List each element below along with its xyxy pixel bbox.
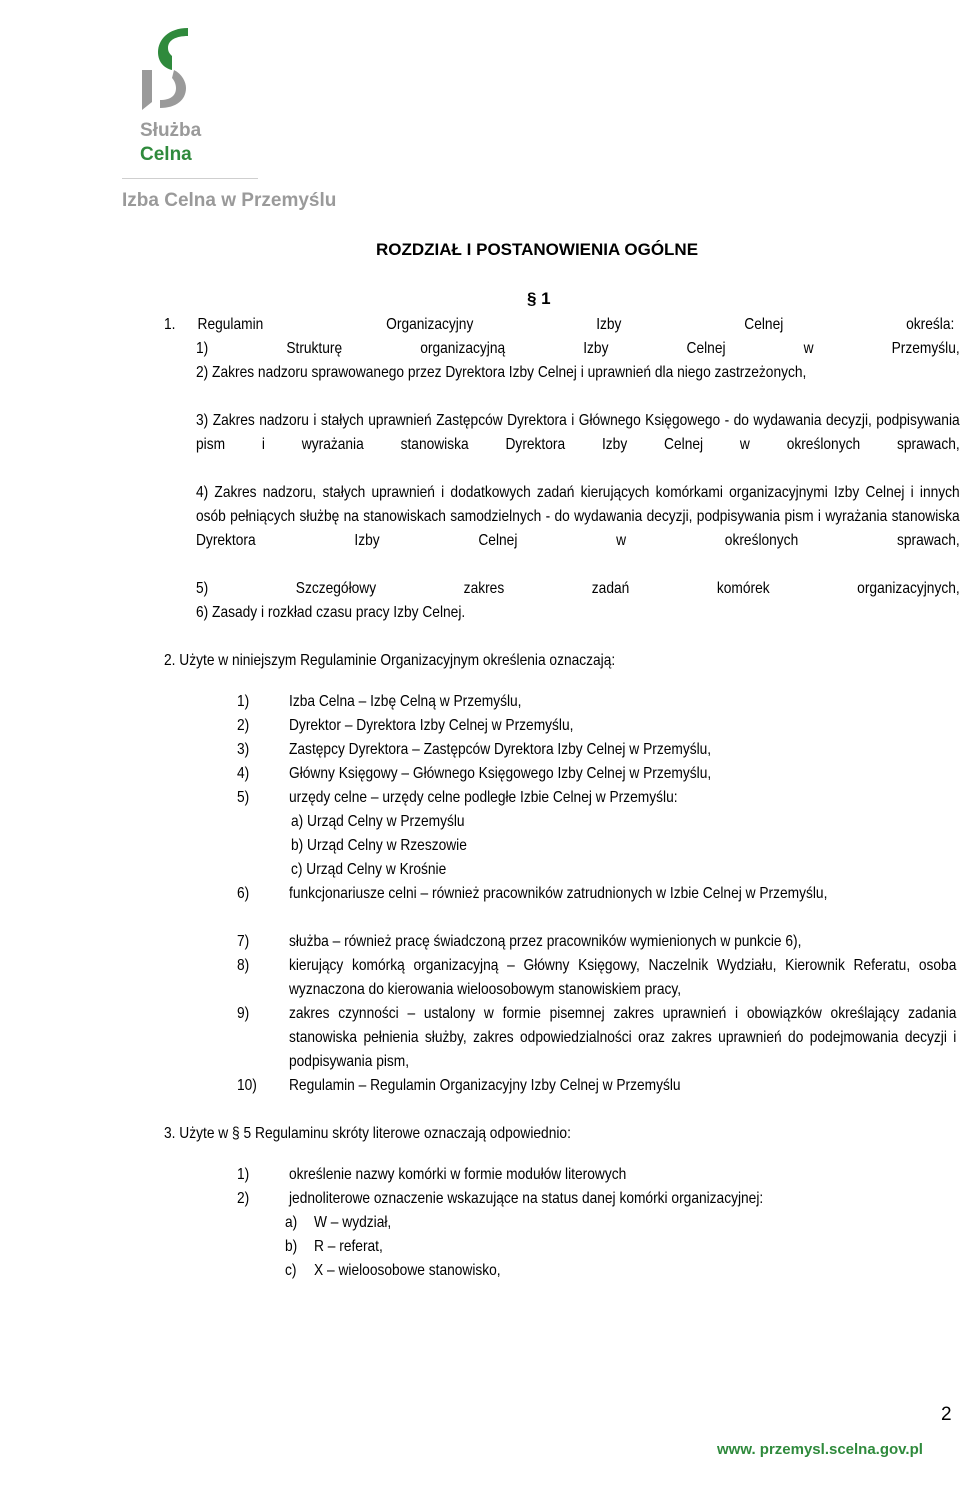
section3-subtext: R – referat,: [314, 1238, 383, 1255]
section2-text: Zastępcy Dyrektora – Zastępców Dyrektora Izby Celnej w Przemyślu,: [289, 741, 712, 758]
footer-url[interactable]: www. przemysl.scelna.gov.pl: [717, 1441, 923, 1458]
chapter-title: ROZDZIAŁ I POSTANOWIENIA OGÓLNE: [376, 240, 699, 259]
section2-subitem: c) Urząd Celny w Krośnie: [291, 861, 447, 878]
section1-item-3: 3) Zakres nadzoru i stałych uprawnień Zastępców Dyrektora i Głównego Księgowego - do wydawania decyzji, podpisywania pism i wyrażania stanowiska Dyrektora Izby Celnej w określonych sprawach,: [196, 412, 960, 453]
section3-intro: 3. Użyte w § 5 Regulaminu skróty literowe oznaczają odpowiednio:: [164, 1125, 571, 1142]
section2-text: Izba Celna – Izbę Celną w Przemyślu,: [289, 693, 522, 710]
section2-subitem: b) Urząd Celny w Rzeszowie: [291, 837, 467, 854]
intro-word: Celnej: [744, 316, 784, 333]
section2-num: 9): [237, 1005, 250, 1022]
section1-intro-num: 1.: [164, 316, 176, 333]
section2-num: 10): [237, 1077, 257, 1094]
intro-word: Izby: [596, 316, 622, 333]
section2-num: 4): [237, 765, 250, 782]
page-number: 2: [941, 1404, 952, 1425]
section1-item-6: 6) Zasady i rozkład czasu pracy Izby Celnej.: [196, 604, 466, 621]
brand-line-2: Celna: [140, 144, 192, 165]
intro-word: Regulamin: [197, 316, 264, 333]
section2-num: 3): [237, 741, 250, 758]
section2-text: Dyrektor – Dyrektora Izby Celnej w Przemyślu,: [289, 717, 574, 734]
section2-num: 8): [237, 957, 250, 974]
section3-subnum: c): [285, 1262, 297, 1279]
header-divider: [122, 178, 258, 179]
section2-num: 7): [237, 933, 250, 950]
section3-subtext: X – wieloosobowe stanowisko,: [314, 1262, 501, 1279]
section3-num: 2): [237, 1190, 250, 1207]
section3-subnum: b): [285, 1238, 298, 1255]
section2-text: zakres czynności – ustalony w formie pisemnej zakres uprawnień i obowiązków określający zadania stanowiska pełnienia służby, zakres odpowiedzialności oraz zakres uprawnień do podejmowania decyzji i podpisywania pism,: [289, 1005, 957, 1070]
paragraph-sign: § 1: [527, 289, 551, 308]
section2-text: kierujący komórką organizacyjną – Główny Księgowy, Naczelnik Wydziału, Kierownik Referatu, osoba wyznaczona do kierowania wieloosobowym stanowiskiem pracy,: [289, 957, 957, 998]
section2-num: 5): [237, 789, 250, 806]
section1-item-5: 5) Szczegółowy zakres zadań komórek organizacyjnych,: [196, 580, 960, 597]
section2-text: Regulamin – Regulamin Organizacyjny Izby Celnej w Przemyślu: [289, 1077, 681, 1094]
section1-intro-text: [198, 313, 955, 337]
section2-text: urzędy celne – urzędy celne podległe Izbie Celnej w Przemyślu:: [289, 789, 678, 806]
section3-subtext: W – wydział,: [314, 1214, 392, 1231]
section3-text: określenie nazwy komórki w formie modułów literowych: [289, 1166, 627, 1183]
section3-text: jednoliterowe oznaczenie wskazujące na status danej komórki organizacyjnej:: [289, 1190, 764, 1207]
intro-word: określa:: [906, 316, 955, 333]
section1-item-1: 1) Strukturę organizacyjną Izby Celnej w Przemyślu,: [196, 340, 960, 357]
section2-text: funkcjonariusze celni – również pracowników zatrudnionych w Izbie Celnej w Przemyślu,: [289, 885, 828, 902]
section1-item-4: 4) Zakres nadzoru, stałych uprawnień i dodatkowych zadań kierujących komórkami organizacyjnymi Izby Celnej i innych osób pełniących służbę na stanowiskach samodzielnych - do wydawania decyzji, podpisywania pism i wyrażania stanowiska Dyrektora Izby Celnej w określonych sprawach,: [196, 484, 960, 549]
section3-subnum: a): [285, 1214, 298, 1231]
section2-num: 6): [237, 885, 250, 902]
section1-item-2: 2) Zakres nadzoru sprawowanego przez Dyrektora Izby Celnej i uprawnień dla niego zastrzeżonych,: [196, 364, 807, 381]
section1-intro: [164, 313, 954, 337]
brand-line-1: Służba: [140, 120, 202, 141]
sluzba-celna-logo-icon: [138, 26, 194, 110]
section2-num: 1): [237, 693, 250, 710]
section2-subitem: a) Urząd Celny w Przemyślu: [291, 813, 465, 830]
office-name: Izba Celna w Przemyślu: [122, 190, 337, 211]
section2-text: służba – również pracę świadczoną przez pracowników wymienionych w punkcie 6),: [289, 933, 802, 950]
section2-intro: 2. Użyte w niniejszym Regulaminie Organizacyjnym określenia oznaczają:: [164, 652, 616, 669]
section2-num: 2): [237, 717, 250, 734]
intro-word: Organizacyjny: [386, 316, 474, 333]
section3-num: 1): [237, 1166, 250, 1183]
section2-text: Główny Księgowy – Głównego Księgowego Izby Celnej w Przemyślu,: [289, 765, 712, 782]
